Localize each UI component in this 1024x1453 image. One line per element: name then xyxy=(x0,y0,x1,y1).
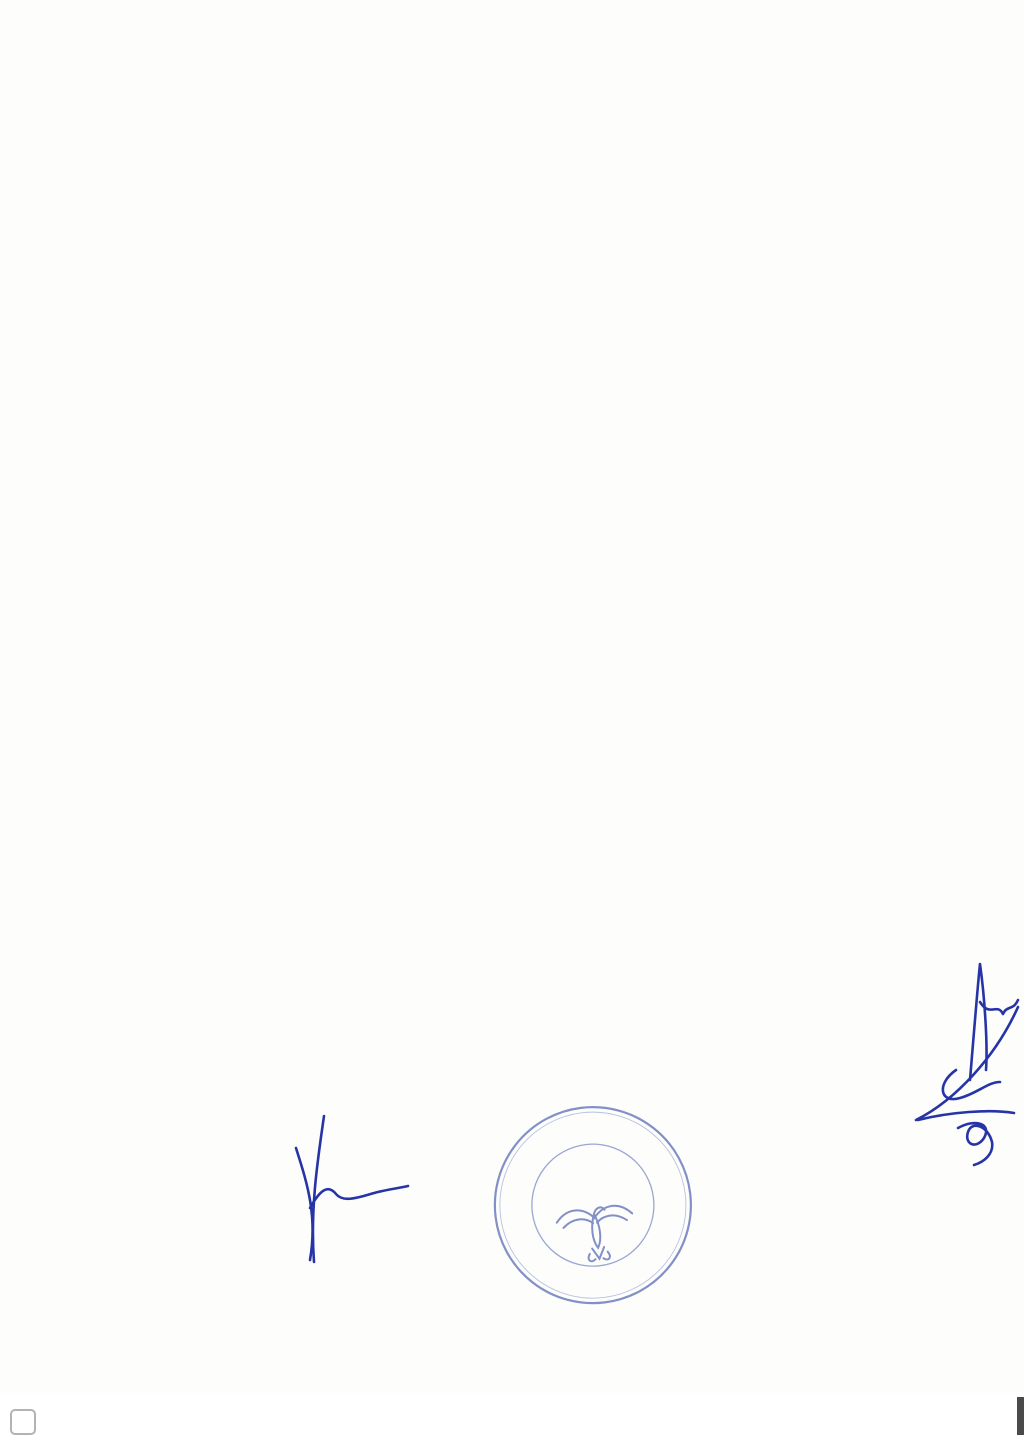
association-stamp xyxy=(476,1088,712,1324)
committee-signature xyxy=(900,952,1024,1167)
camscanner-bar xyxy=(0,1393,1024,1453)
stamp-eagle-icon xyxy=(556,1204,638,1265)
scan-edge-artifact xyxy=(1017,1397,1024,1435)
camscanner-icon xyxy=(10,1409,36,1435)
breeder-signature xyxy=(266,1110,416,1270)
